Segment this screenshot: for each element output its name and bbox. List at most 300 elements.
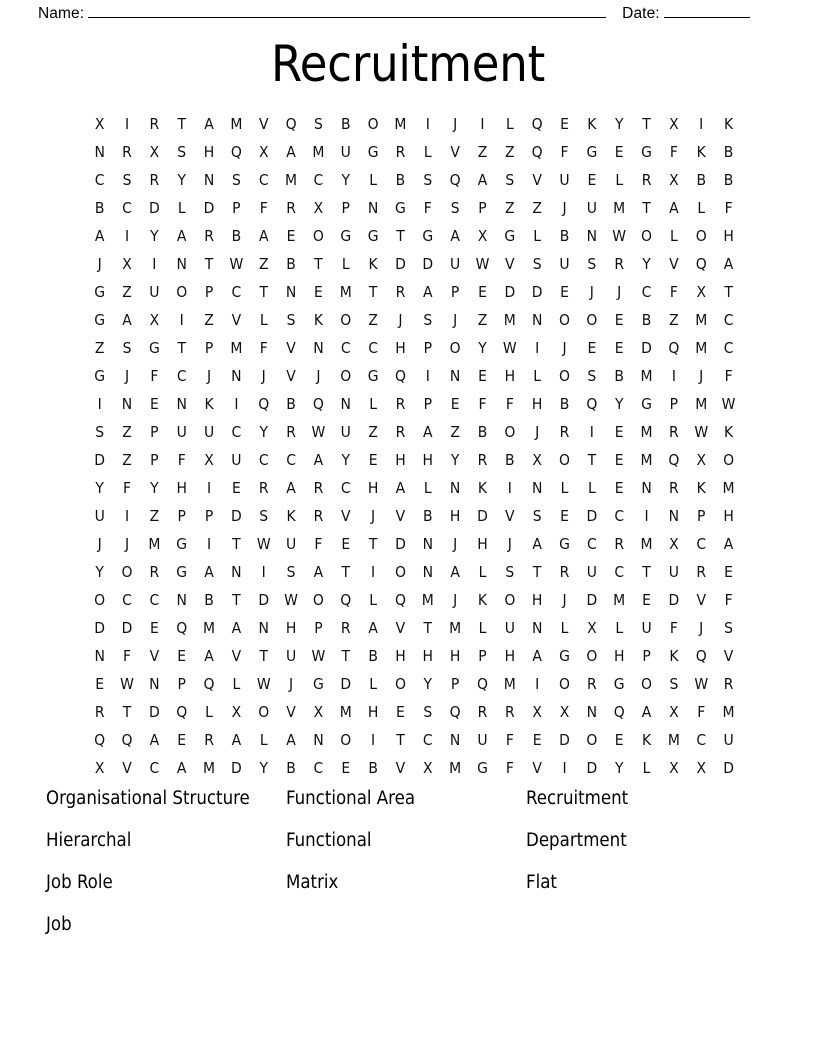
grid-cell[interactable]: J — [453, 115, 458, 133]
grid-cell[interactable]: C — [258, 451, 269, 469]
word-bank-item[interactable]: Flat — [526, 872, 557, 893]
grid-cell[interactable]: Y — [614, 759, 624, 777]
word-bank-item[interactable]: Functional Area — [286, 788, 416, 809]
grid-cell[interactable]: S — [587, 255, 597, 273]
grid-cell[interactable]: B — [641, 311, 652, 329]
grid-cell[interactable]: G — [586, 143, 598, 161]
date-input-line[interactable] — [664, 2, 750, 18]
grid-cell[interactable]: Z — [122, 451, 132, 469]
word-bank-item[interactable]: Department — [526, 830, 627, 851]
grid-cell[interactable]: X — [423, 759, 433, 777]
grid-cell[interactable]: L — [533, 227, 542, 245]
grid-cell[interactable]: E — [396, 703, 405, 721]
grid-cell[interactable]: E — [642, 591, 651, 609]
grid-cell[interactable]: R — [395, 395, 406, 413]
grid-cell[interactable]: Q — [340, 591, 352, 609]
grid-cell[interactable]: L — [423, 479, 432, 497]
grid-cell[interactable]: C — [696, 535, 707, 553]
grid-cell[interactable]: H — [723, 227, 734, 245]
grid-cell[interactable]: K — [587, 115, 597, 133]
grid-cell[interactable]: Q — [258, 395, 270, 413]
grid-cell[interactable]: G — [641, 143, 652, 161]
grid-cell[interactable]: X — [669, 759, 679, 777]
grid-cell[interactable]: H — [504, 367, 516, 385]
grid-cell[interactable]: S — [423, 171, 433, 189]
grid-cell[interactable]: C — [149, 759, 160, 777]
grid-cell[interactable]: B — [286, 395, 296, 413]
grid-cell[interactable]: N — [94, 647, 105, 665]
grid-cell[interactable]: R — [149, 171, 160, 189]
grid-cell[interactable]: V — [122, 759, 132, 777]
grid-cell[interactable]: M — [613, 591, 626, 609]
grid-cell[interactable]: P — [204, 507, 214, 525]
grid-cell[interactable]: K — [313, 311, 323, 329]
grid-cell[interactable]: E — [587, 171, 597, 189]
grid-cell[interactable]: T — [396, 227, 405, 245]
grid-cell[interactable]: X — [149, 311, 160, 329]
grid-cell[interactable]: B — [614, 367, 624, 385]
grid-cell[interactable]: C — [614, 507, 625, 525]
grid-cell[interactable]: Y — [450, 451, 460, 469]
grid-cell[interactable]: Z — [532, 199, 542, 217]
grid-cell[interactable]: R — [477, 451, 488, 469]
grid-cell[interactable]: U — [559, 255, 570, 273]
grid-cell[interactable]: D — [395, 255, 406, 273]
grid-cell[interactable]: N — [176, 255, 187, 273]
grid-cell[interactable]: V — [505, 255, 515, 273]
grid-cell[interactable]: L — [478, 619, 487, 637]
grid-cell[interactable]: M — [230, 339, 243, 357]
grid-cell[interactable]: J — [97, 535, 102, 553]
grid-cell[interactable]: Z — [477, 143, 488, 161]
grid-cell[interactable]: N — [313, 731, 324, 749]
grid-cell[interactable]: D — [258, 591, 270, 609]
grid-cell[interactable]: V — [231, 311, 242, 329]
grid-cell[interactable]: I — [261, 563, 266, 581]
grid-cell[interactable]: D — [422, 255, 434, 273]
word-bank-item[interactable]: Functional — [286, 830, 372, 851]
grid-cell[interactable]: T — [177, 115, 186, 133]
grid-cell[interactable]: Y — [478, 339, 487, 357]
grid-cell[interactable]: C — [368, 339, 378, 357]
grid-cell[interactable]: E — [614, 143, 624, 161]
word-bank-item[interactable]: Recruitment — [526, 788, 629, 809]
grid-cell[interactable]: X — [669, 171, 679, 189]
grid-cell[interactable]: D — [668, 591, 680, 609]
grid-cell[interactable]: J — [289, 675, 294, 693]
grid-cell[interactable]: F — [505, 759, 514, 777]
grid-cell[interactable]: A — [723, 255, 734, 273]
grid-cell[interactable]: E — [560, 283, 569, 301]
grid-cell[interactable]: Q — [394, 367, 406, 385]
grid-cell[interactable]: S — [259, 507, 269, 525]
grid-cell[interactable]: N — [449, 367, 461, 385]
grid-cell[interactable]: O — [559, 311, 570, 329]
grid-cell[interactable]: A — [231, 731, 242, 749]
grid-cell[interactable]: R — [395, 143, 406, 161]
grid-cell[interactable]: X — [696, 451, 707, 469]
grid-cell[interactable]: I — [179, 311, 184, 329]
grid-cell[interactable]: V — [340, 507, 351, 525]
grid-cell[interactable]: G — [176, 563, 188, 581]
grid-cell[interactable]: O — [258, 703, 270, 721]
grid-cell[interactable]: B — [286, 255, 296, 273]
grid-cell[interactable]: L — [505, 115, 514, 133]
grid-cell[interactable]: L — [259, 311, 268, 329]
grid-cell[interactable]: I — [589, 423, 594, 441]
grid-cell[interactable]: N — [176, 591, 187, 609]
grid-cell[interactable]: B — [368, 647, 378, 665]
grid-cell[interactable]: I — [152, 255, 157, 273]
word-search-grid[interactable] — [86, 110, 736, 782]
grid-cell[interactable]: S — [177, 143, 187, 161]
grid-cell[interactable]: L — [478, 563, 487, 581]
grid-cell[interactable]: I — [425, 367, 430, 385]
grid-cell[interactable]: P — [177, 675, 186, 693]
grid-cell[interactable]: S — [313, 115, 323, 133]
grid-cell[interactable]: P — [341, 199, 350, 217]
grid-cell[interactable]: I — [562, 759, 567, 777]
grid-cell[interactable]: D — [477, 507, 488, 525]
grid-cell[interactable]: M — [503, 675, 516, 693]
grid-cell[interactable]: V — [532, 759, 542, 777]
grid-cell[interactable]: J — [617, 283, 622, 301]
grid-cell[interactable]: I — [124, 227, 130, 245]
grid-cell[interactable]: I — [535, 339, 540, 357]
grid-cell[interactable]: R — [122, 143, 132, 161]
grid-cell[interactable]: I — [206, 535, 212, 553]
grid-cell[interactable]: W — [256, 675, 271, 693]
grid-cell[interactable]: E — [724, 563, 733, 581]
grid-cell[interactable]: Z — [505, 199, 515, 217]
grid-cell[interactable]: U — [586, 199, 597, 217]
grid-cell[interactable]: G — [340, 227, 352, 245]
grid-cell[interactable]: A — [450, 563, 460, 581]
grid-cell[interactable]: M — [421, 591, 434, 609]
grid-cell[interactable]: F — [478, 395, 487, 413]
grid-cell[interactable]: R — [340, 619, 351, 637]
grid-cell[interactable]: T — [368, 283, 378, 301]
grid-cell[interactable]: C — [231, 423, 242, 441]
grid-cell[interactable]: O — [641, 227, 653, 245]
grid-cell[interactable]: E — [614, 311, 624, 329]
grid-cell[interactable]: C — [586, 535, 597, 553]
grid-cell[interactable]: Q — [176, 703, 188, 721]
grid-cell[interactable]: X — [532, 703, 542, 721]
grid-cell[interactable]: J — [453, 535, 458, 553]
grid-cell[interactable]: A — [204, 647, 214, 665]
grid-cell[interactable]: A — [204, 563, 214, 581]
grid-cell[interactable]: G — [477, 759, 488, 777]
grid-cell[interactable]: N — [449, 479, 461, 497]
grid-cell[interactable]: U — [668, 563, 679, 581]
grid-cell[interactable]: D — [586, 759, 598, 777]
grid-cell[interactable]: H — [504, 647, 516, 665]
grid-cell[interactable]: N — [121, 395, 133, 413]
grid-cell[interactable]: Y — [341, 171, 351, 189]
grid-cell[interactable]: I — [425, 115, 430, 133]
grid-cell[interactable]: J — [453, 311, 458, 329]
grid-cell[interactable]: L — [177, 199, 186, 217]
grid-cell[interactable]: T — [341, 647, 351, 665]
grid-cell[interactable]: M — [722, 703, 735, 721]
grid-cell[interactable]: I — [535, 675, 540, 693]
grid-cell[interactable]: L — [232, 675, 241, 693]
grid-cell[interactable]: K — [204, 395, 214, 413]
grid-cell[interactable]: D — [586, 591, 598, 609]
grid-cell[interactable]: A — [176, 227, 187, 245]
grid-cell[interactable]: N — [531, 619, 543, 637]
grid-cell[interactable]: G — [148, 339, 160, 357]
grid-cell[interactable]: N — [449, 731, 461, 749]
grid-cell[interactable]: Q — [668, 339, 680, 357]
grid-cell[interactable]: N — [586, 227, 598, 245]
grid-cell[interactable]: M — [339, 703, 352, 721]
grid-cell[interactable]: A — [286, 143, 296, 161]
grid-cell[interactable]: J — [453, 591, 458, 609]
grid-cell[interactable]: L — [369, 171, 377, 189]
grid-cell[interactable]: M — [339, 283, 352, 301]
grid-cell[interactable]: X — [122, 255, 132, 273]
grid-cell[interactable]: G — [94, 367, 106, 385]
word-bank-item[interactable]: Organisational Structure — [46, 788, 250, 809]
grid-cell[interactable]: J — [589, 283, 594, 301]
grid-cell[interactable]: C — [313, 759, 324, 777]
grid-cell[interactable]: C — [696, 731, 707, 749]
grid-cell[interactable]: N — [422, 563, 434, 581]
grid-cell[interactable]: O — [586, 731, 598, 749]
grid-cell[interactable]: J — [371, 507, 376, 525]
grid-cell[interactable]: S — [122, 339, 132, 357]
grid-cell[interactable]: Q — [121, 731, 133, 749]
grid-cell[interactable]: E — [149, 619, 159, 637]
grid-cell[interactable]: Z — [368, 311, 378, 329]
grid-cell[interactable]: J — [97, 255, 102, 273]
grid-cell[interactable]: E — [614, 339, 624, 357]
grid-cell[interactable]: D — [94, 619, 106, 637]
grid-cell[interactable]: H — [613, 647, 625, 665]
grid-cell[interactable]: N — [203, 171, 215, 189]
grid-cell[interactable]: R — [669, 479, 679, 497]
grid-cell[interactable]: O — [176, 283, 188, 301]
grid-cell[interactable]: H — [203, 143, 215, 161]
grid-cell[interactable]: Z — [368, 423, 378, 441]
grid-cell[interactable]: L — [423, 143, 432, 161]
grid-cell[interactable]: H — [367, 479, 379, 497]
grid-cell[interactable]: D — [395, 535, 406, 553]
grid-cell[interactable]: U — [586, 563, 597, 581]
grid-cell[interactable]: O — [504, 591, 516, 609]
grid-cell[interactable]: B — [231, 227, 242, 245]
grid-cell[interactable]: A — [641, 703, 652, 721]
grid-cell[interactable]: Q — [176, 619, 188, 637]
grid-cell[interactable]: A — [669, 199, 679, 217]
grid-cell[interactable]: Y — [642, 255, 651, 273]
grid-cell[interactable]: X — [94, 115, 105, 133]
grid-cell[interactable]: V — [450, 143, 460, 161]
grid-cell[interactable]: P — [204, 339, 214, 357]
grid-cell[interactable]: H — [176, 479, 187, 497]
grid-cell[interactable]: L — [642, 759, 651, 777]
grid-cell[interactable]: V — [395, 619, 406, 637]
grid-cell[interactable]: S — [587, 367, 597, 385]
grid-cell[interactable]: V — [149, 647, 160, 665]
grid-cell[interactable]: R — [395, 283, 406, 301]
grid-cell[interactable]: M — [667, 731, 680, 749]
grid-cell[interactable]: O — [340, 367, 352, 385]
grid-cell[interactable]: R — [614, 255, 625, 273]
grid-cell[interactable]: H — [422, 647, 434, 665]
grid-cell[interactable]: U — [340, 423, 351, 441]
grid-cell[interactable]: X — [94, 759, 105, 777]
grid-cell[interactable]: J — [507, 535, 512, 553]
grid-cell[interactable]: N — [586, 703, 598, 721]
grid-cell[interactable]: F — [724, 199, 733, 217]
grid-cell[interactable]: P — [177, 507, 186, 525]
grid-cell[interactable]: C — [340, 339, 351, 357]
grid-cell[interactable]: X — [669, 115, 679, 133]
grid-cell[interactable]: L — [560, 479, 569, 497]
grid-cell[interactable]: M — [203, 759, 216, 777]
grid-cell[interactable]: I — [644, 507, 649, 525]
grid-cell[interactable]: V — [286, 367, 296, 385]
grid-cell[interactable]: A — [122, 311, 132, 329]
grid-cell[interactable]: G — [559, 535, 570, 553]
grid-cell[interactable]: F — [150, 367, 159, 385]
grid-cell[interactable]: Q — [695, 255, 707, 273]
grid-cell[interactable]: L — [670, 227, 678, 245]
grid-cell[interactable]: A — [149, 731, 160, 749]
grid-cell[interactable]: D — [531, 283, 543, 301]
grid-cell[interactable]: Y — [423, 675, 433, 693]
grid-cell[interactable]: B — [477, 423, 488, 441]
grid-cell[interactable]: N — [367, 199, 379, 217]
grid-cell[interactable]: R — [286, 199, 296, 217]
grid-cell[interactable]: M — [613, 199, 626, 217]
grid-cell[interactable]: E — [341, 535, 351, 553]
grid-cell[interactable]: G — [559, 647, 570, 665]
grid-cell[interactable]: R — [669, 423, 679, 441]
grid-cell[interactable]: T — [642, 115, 651, 133]
grid-cell[interactable]: E — [368, 451, 378, 469]
grid-cell[interactable]: F — [423, 199, 432, 217]
grid-cell[interactable]: F — [724, 367, 733, 385]
grid-cell[interactable]: F — [123, 647, 132, 665]
grid-cell[interactable]: Z — [122, 423, 132, 441]
grid-cell[interactable]: J — [699, 619, 704, 637]
grid-cell[interactable]: Q — [531, 143, 543, 161]
grid-cell[interactable]: O — [559, 675, 570, 693]
grid-cell[interactable]: S — [724, 619, 733, 637]
grid-cell[interactable]: D — [203, 199, 215, 217]
grid-cell[interactable]: R — [204, 731, 214, 749]
grid-cell[interactable]: Q — [94, 731, 106, 749]
grid-cell[interactable]: S — [450, 199, 460, 217]
grid-cell[interactable]: B — [559, 227, 570, 245]
grid-cell[interactable]: K — [724, 423, 734, 441]
grid-cell[interactable]: P — [450, 675, 460, 693]
grid-cell[interactable]: N — [149, 675, 160, 693]
grid-cell[interactable]: D — [121, 619, 133, 637]
grid-cell[interactable]: C — [231, 283, 242, 301]
grid-cell[interactable]: K — [286, 507, 296, 525]
grid-cell[interactable]: Q — [312, 395, 324, 413]
grid-cell[interactable]: L — [205, 703, 213, 721]
grid-cell[interactable]: I — [97, 395, 102, 413]
grid-cell[interactable]: F — [669, 143, 678, 161]
grid-cell[interactable]: G — [367, 143, 379, 161]
grid-cell[interactable]: Z — [122, 283, 132, 301]
grid-cell[interactable]: U — [723, 731, 734, 749]
grid-cell[interactable]: T — [177, 339, 186, 357]
grid-cell[interactable]: Z — [450, 423, 460, 441]
grid-cell[interactable]: J — [316, 367, 321, 385]
grid-cell[interactable]: X — [696, 283, 707, 301]
grid-cell[interactable]: J — [699, 367, 704, 385]
grid-cell[interactable]: S — [286, 311, 296, 329]
grid-cell[interactable]: C — [641, 283, 652, 301]
grid-cell[interactable]: W — [256, 535, 271, 553]
grid-cell[interactable]: O — [394, 675, 406, 693]
grid-cell[interactable]: X — [204, 451, 214, 469]
grid-cell[interactable]: Y — [341, 451, 351, 469]
grid-cell[interactable]: Z — [477, 311, 488, 329]
grid-cell[interactable]: T — [122, 703, 132, 721]
grid-cell[interactable]: M — [503, 311, 516, 329]
grid-cell[interactable]: Y — [259, 759, 268, 777]
grid-cell[interactable]: A — [231, 619, 242, 637]
grid-cell[interactable]: T — [532, 563, 542, 581]
grid-cell[interactable]: G — [94, 283, 106, 301]
grid-cell[interactable]: E — [614, 731, 624, 749]
grid-cell[interactable]: C — [122, 199, 132, 217]
grid-cell[interactable]: E — [587, 339, 597, 357]
grid-cell[interactable]: O — [367, 115, 379, 133]
grid-cell[interactable]: Y — [259, 423, 268, 441]
grid-cell[interactable]: L — [369, 395, 377, 413]
grid-cell[interactable]: P — [232, 199, 241, 217]
grid-cell[interactable]: N — [231, 367, 242, 385]
grid-cell[interactable]: S — [532, 507, 542, 525]
grid-cell[interactable]: N — [422, 535, 434, 553]
grid-cell[interactable]: F — [314, 535, 323, 553]
grid-cell[interactable]: G — [422, 227, 434, 245]
grid-cell[interactable]: Q — [203, 675, 215, 693]
word-bank-item[interactable]: Job Role — [46, 872, 113, 893]
grid-cell[interactable]: H — [723, 507, 734, 525]
grid-cell[interactable]: K — [477, 479, 488, 497]
grid-cell[interactable]: E — [177, 731, 187, 749]
grid-cell[interactable]: L — [259, 731, 268, 749]
grid-cell[interactable]: Q — [586, 395, 598, 413]
grid-cell[interactable]: R — [204, 227, 214, 245]
grid-cell[interactable]: J — [535, 423, 540, 441]
grid-cell[interactable]: W — [612, 227, 627, 245]
grid-cell[interactable]: N — [531, 479, 543, 497]
word-bank-item[interactable]: Matrix — [286, 872, 339, 893]
grid-cell[interactable]: Z — [149, 507, 160, 525]
grid-cell[interactable]: A — [477, 171, 488, 189]
grid-cell[interactable]: O — [449, 339, 461, 357]
grid-cell[interactable]: E — [177, 647, 187, 665]
grid-cell[interactable]: E — [614, 451, 624, 469]
grid-cell[interactable]: B — [395, 171, 406, 189]
grid-cell[interactable]: H — [422, 451, 434, 469]
grid-cell[interactable]: M — [695, 311, 708, 329]
grid-cell[interactable]: O — [586, 647, 598, 665]
grid-cell[interactable]: C — [149, 591, 160, 609]
grid-cell[interactable]: X — [258, 143, 269, 161]
